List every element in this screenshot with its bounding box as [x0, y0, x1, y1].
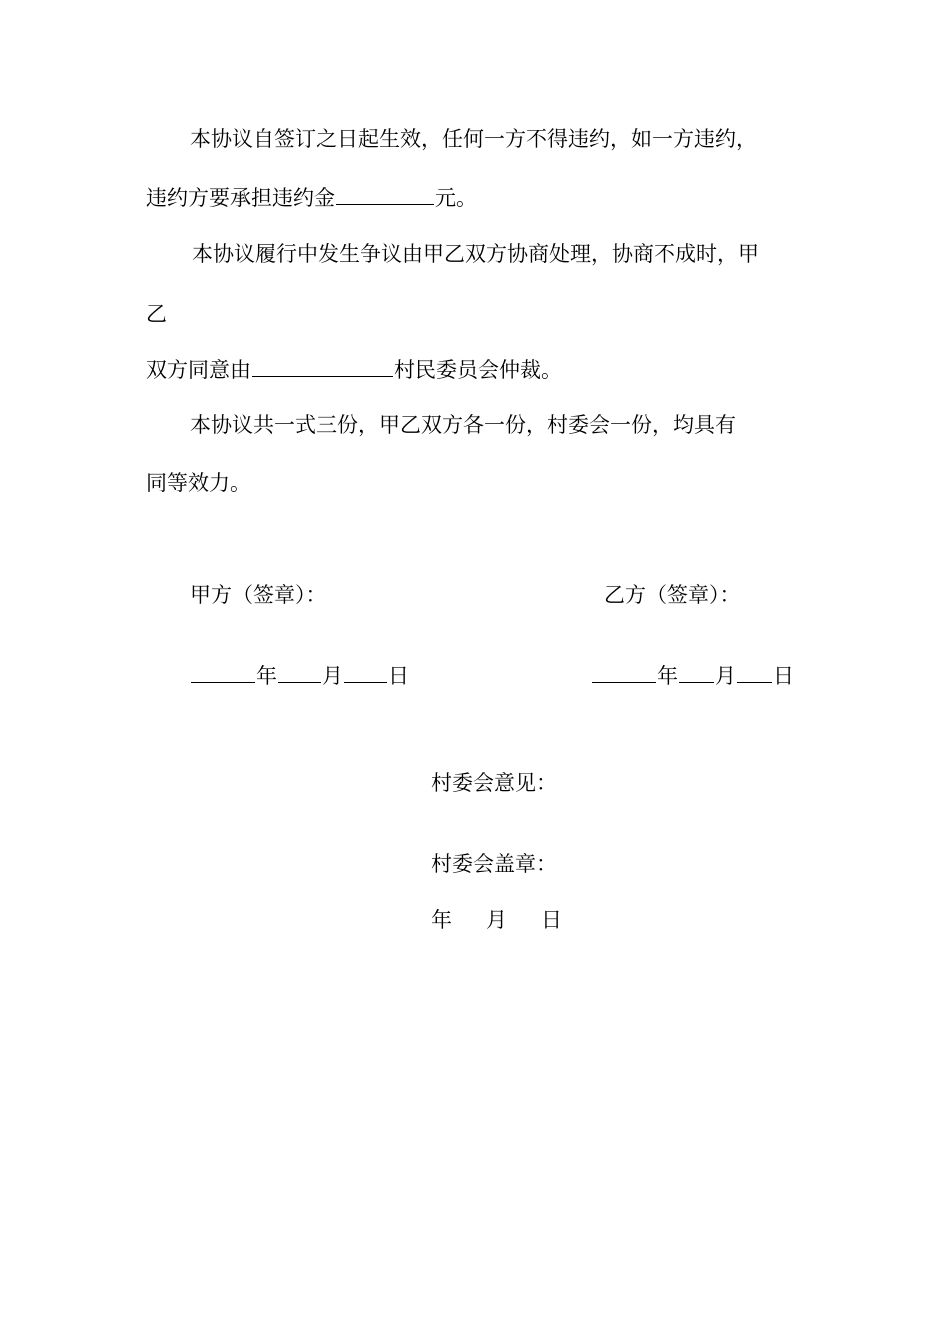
- party-b-year-blank[interactable]: [592, 664, 656, 683]
- dispute-clause-line-1: 本协议履行中发生争议由甲乙双方协商处理，协商不成时，甲: [192, 242, 759, 266]
- year-label: 年: [431, 908, 452, 932]
- copies-clause-line-2: 同等效力。: [146, 471, 251, 495]
- party-a-day-blank[interactable]: [344, 664, 387, 683]
- year-label: 年: [256, 664, 277, 688]
- effective-clause-line-1: 本协议自签订之日起生效，任何一方不得违约，如一方违约，: [190, 127, 757, 151]
- party-b-day-blank[interactable]: [737, 664, 772, 683]
- party-b-month-blank[interactable]: [679, 664, 714, 683]
- committee-date: [431, 907, 562, 933]
- party-a-signature-label: 甲方（签章）：: [190, 583, 327, 607]
- penalty-amount-blank[interactable]: [336, 186, 434, 205]
- penalty-unit: 元。: [435, 186, 477, 210]
- party-b-signature-label: 乙方（签章）：: [604, 583, 741, 607]
- dispute-clause-line-3: [146, 357, 562, 383]
- arbitration-body: 村民委员会仲裁。: [394, 358, 562, 382]
- month-label: 月: [322, 664, 343, 688]
- month-label: 月: [715, 664, 736, 688]
- dispute-clause-line-2: 乙: [146, 302, 167, 326]
- committee-seal-label: 村委会盖章：: [431, 852, 557, 876]
- committee-opinion-label: 村委会意见：: [431, 771, 557, 795]
- day-label: 日: [388, 664, 409, 688]
- penalty-text: 违约方要承担违约金: [146, 186, 335, 210]
- effective-clause-line-2: [146, 185, 477, 211]
- day-label: 日: [541, 908, 562, 932]
- year-label: 年: [657, 664, 678, 688]
- party-a-month-blank[interactable]: [278, 664, 321, 683]
- party-a-date: [190, 663, 409, 689]
- day-label: 日: [773, 664, 794, 688]
- month-label: 月: [486, 908, 507, 932]
- party-a-year-blank[interactable]: [191, 664, 255, 683]
- party-b-date: [591, 663, 794, 689]
- copies-clause-line-1: 本协议共一式三份，甲乙双方各一份，村委会一份，均具有: [190, 413, 736, 437]
- arbitration-text: 双方同意由: [146, 358, 251, 382]
- village-name-blank[interactable]: [252, 358, 393, 377]
